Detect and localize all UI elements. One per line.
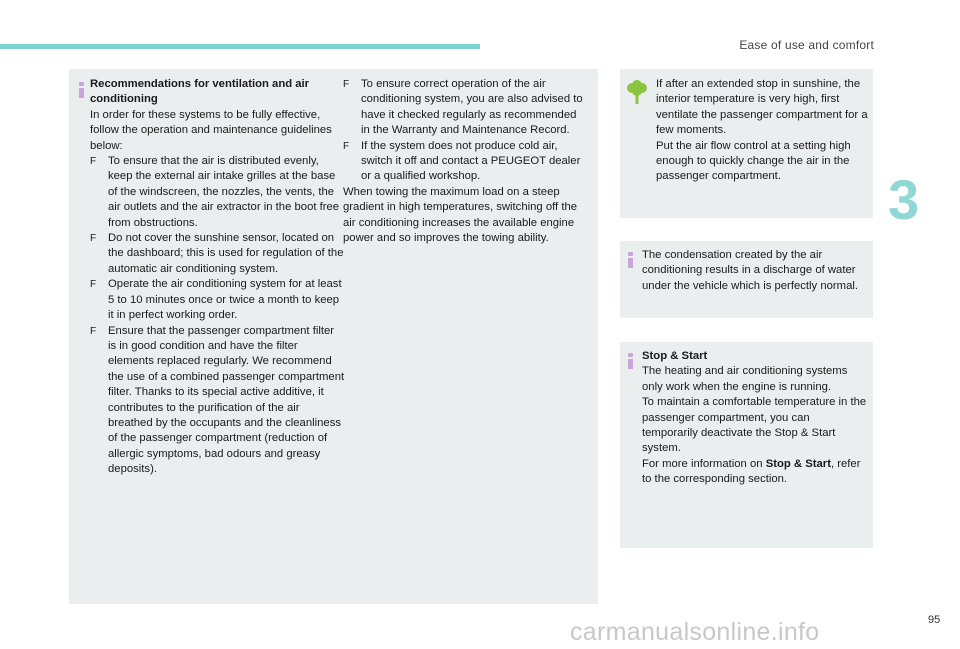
info-icon — [627, 353, 635, 369]
bullet-arrow-icon: F — [343, 79, 350, 90]
eco-leaf-icon — [626, 80, 648, 104]
watermark: carmanualsonline.info — [570, 618, 820, 646]
bullet-arrow-icon: F — [90, 279, 97, 291]
list-item: F To ensure that the air is distributed evenly, keep the external air intake grilles at the base of the windscreen, the nozzles, the vents, the air outlets and the air extractor in the boot free from obstructions. — [90, 155, 340, 229]
recommendations-column-right — [343, 77, 583, 246]
list-item: F If the system does not produce cold air, switch it off and contact a PEUGEOT dealer or a qualified workshop. — [343, 139, 581, 183]
stop-start-text: Stop & Start The heating and air conditioning systems only work when the engine is running. To maintain a comfortable temperature in the passenger compartment, you can temporarily deactivate the Stop & Start system. For more information on Stop & Start, refer to the corresponding section. — [642, 350, 867, 486]
list-item: F To ensure correct operation of the air conditioning system, you are also advised to have it checked regularly as recommended in the Warranty and Maintenance Record. — [343, 78, 583, 137]
chapter-number: 3 — [888, 168, 920, 231]
condensation-text: The condensation created by the air conditioning results in a discharge of water under the vehicle which is perfectly normal. — [642, 249, 858, 292]
stop-start-heading: Stop & Start — [642, 350, 708, 362]
section-title: Ease of use and comfort — [739, 38, 874, 52]
bullet-arrow-icon: F — [90, 233, 97, 245]
list-item: F Ensure that the passenger compartment filter is in good condition and have the filter elements replaced regularly. We recommend the use of a combined passenger compartment filter. Thanks to its special active additive, it contributes to the purification of the air breathed by the occupants and the cleanliness of the passenger compartment (reduction of allergic symptoms, bad odours and greasy deposits). — [90, 324, 345, 476]
towing-note: When towing the maximum load on a steep gradient in high temperatures, switching off the air conditioning increases the available engine power and so improves the towing ability. — [343, 185, 578, 245]
list-item: F Do not cover the sunshine sensor, located on the dashboard; this is used for regulation of the automatic air conditioning system. — [90, 232, 344, 275]
recommendations-heading: Recommendations for ventilation and air conditioning — [90, 78, 310, 106]
page-number: 95 — [928, 614, 941, 626]
info-icon — [78, 82, 86, 98]
info-icon — [627, 252, 635, 268]
recommendations-column-left — [90, 77, 345, 478]
bullet-arrow-icon: F — [90, 325, 97, 337]
list-item: F Operate the air conditioning system for at least 5 to 10 minutes once or twice a month to keep it in perfect working order. — [90, 278, 342, 322]
recommendations-intro: In order for these systems to be fully effective, follow the operation and maintenance guidelines below: — [90, 108, 332, 152]
bullet-arrow-icon: F — [343, 140, 350, 152]
header-accent-bar — [0, 44, 480, 49]
eco-tip-text: If after an extended stop in sunshine, the interior temperature is very high, first ventilate the passenger compartment for a few moments. Put the air flow control at a setting high enough to quickly change the air in the passenger compartment. — [656, 78, 868, 183]
bullet-arrow-icon: F — [90, 156, 97, 168]
